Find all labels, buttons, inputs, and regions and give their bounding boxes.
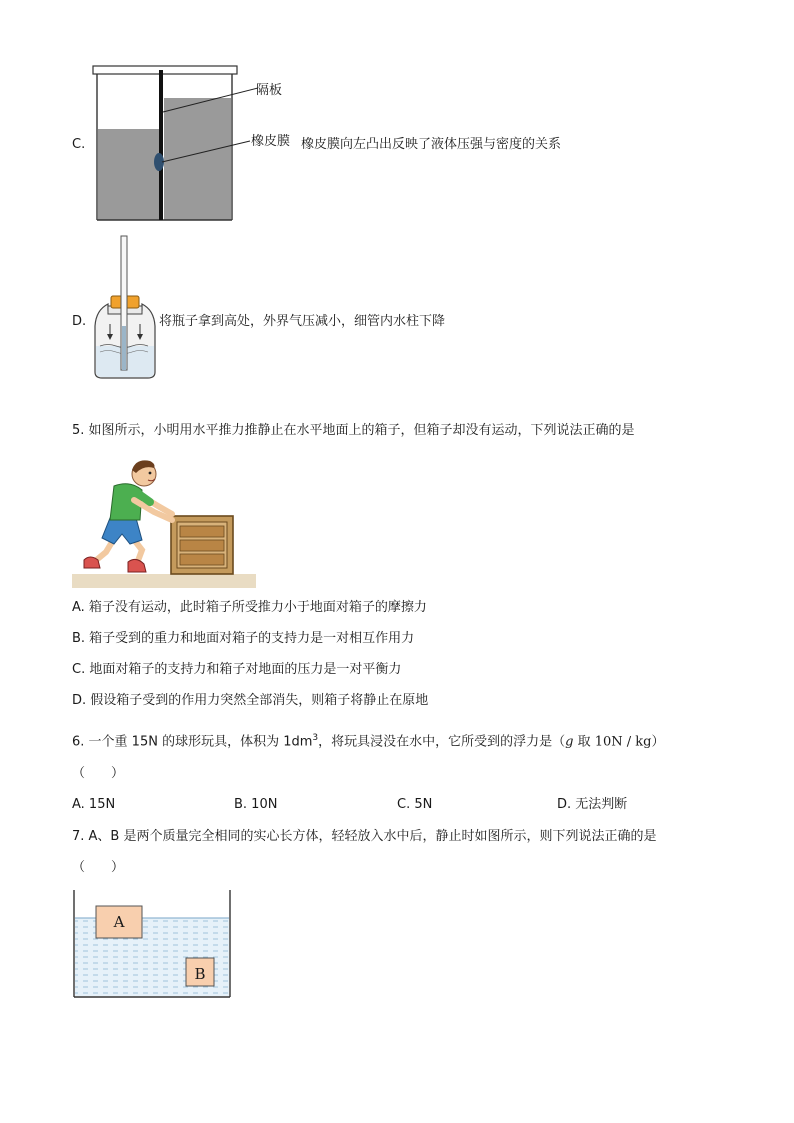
variable-g: g: [565, 734, 574, 750]
question-6-option-c: C. 5N: [397, 797, 433, 812]
boy-pushing-box-figure: [70, 456, 260, 592]
question-5-stem: 5. 如图所示，小明用水平推力推静止在水平地面上的箱子，但箱子却没有运动，下列说法正确的是: [72, 423, 635, 438]
question-7-paren: （ ）: [72, 860, 125, 875]
question-6-stem-part-c: 取: [573, 734, 595, 750]
question-6-stem-part-a: 6. 一个重 15N 的球形玩具，体积为 1dm: [72, 734, 313, 750]
question-6-option-d: D. 无法判断: [557, 797, 628, 812]
question-7-stem: 7. A、B 是两个质量完全相同的实心长方体，轻轻放入水中后，静止时如图所示，则下列说法正确的是: [72, 829, 657, 844]
question-5-option-d: D. 假设箱子受到的作用力突然全部消失，则箱子将静止在原地: [72, 693, 429, 708]
water-tank-figure: [72, 888, 232, 1000]
option-d-text: 将瓶子拿到高处，外界气压减小，细管内水柱下降: [159, 314, 446, 329]
label-membrane: 橡皮膜: [251, 134, 291, 149]
option-c-letter: C.: [72, 137, 86, 152]
label-partition: 隔板: [256, 83, 283, 98]
option-d-letter: D.: [72, 314, 87, 329]
question-5-option-a: A. 箱子没有运动，此时箱子所受推力小于地面对箱子的摩擦力: [72, 600, 427, 615]
question-6-paren: （ ）: [72, 766, 125, 781]
question-5-option-b: B. 箱子受到的重力和地面对箱子的支持力是一对相互作用力: [72, 631, 415, 646]
question-5-option-c: C. 地面对箱子的支持力和箱子对地面的压力是一对平衡力: [72, 662, 402, 677]
block-b-label: B: [194, 965, 206, 983]
question-6-stem-part-b: ，将玩具浸没在水中，它所受到的浮力是（: [318, 734, 566, 750]
option-c-text: 橡皮膜向左凸出反映了液体压强与密度的关系: [301, 137, 562, 152]
question-6-option-b: B. 10N: [234, 797, 278, 812]
bottle-figure: [88, 234, 162, 380]
partition-beaker-figure: [90, 62, 240, 224]
superscript-3: 3: [312, 733, 319, 743]
question-6-stem: [72, 730, 665, 750]
block-a-label: A: [113, 913, 125, 931]
gravity-value: 10N / kg: [594, 734, 652, 750]
question-6-stem-part-d: ）: [651, 734, 665, 750]
question-6-option-a: A. 15N: [72, 797, 116, 812]
